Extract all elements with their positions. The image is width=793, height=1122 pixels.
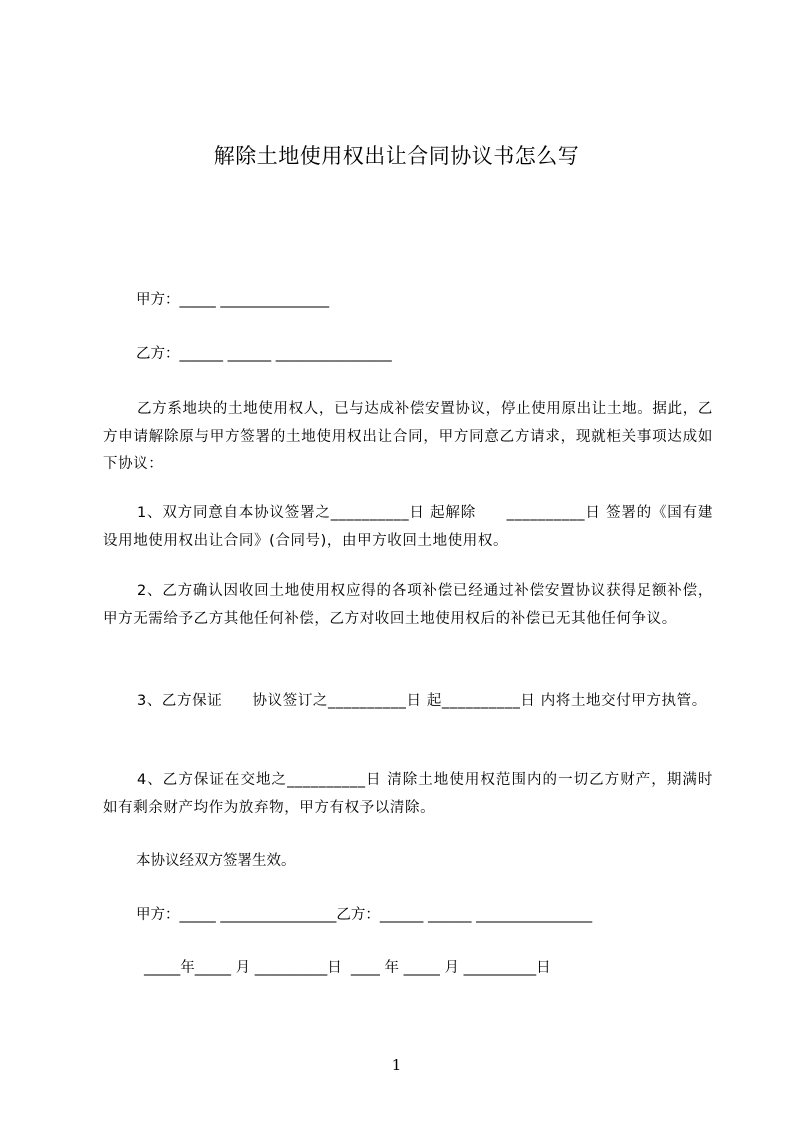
clause-1: 1、双方同意自本协议签署之__________日 起解除 __________日 签署的《国有建设用地使用权出让合同》(合同号)，由甲方收回土地使用权。 xyxy=(103,505,713,549)
clause-3: 3、乙方保证 协议签订之__________日 起__________日 内将土地交付甲方执管。 xyxy=(137,693,707,709)
party-a-line: 甲方：_____ _______________ xyxy=(136,292,330,308)
signature-line: 甲方：_____ ________________乙方：______ ______ ________________ xyxy=(136,907,593,923)
date-line: _____年_____ 月 __________日 ____ 年 _____ 月 __________日 xyxy=(144,960,551,976)
document-title: 解除土地使用权出让合同协议书怎么写 xyxy=(213,144,580,168)
intro-paragraph: 乙方系地块的土地使用权人，已与达成补偿安置协议，停止使用原出让土地。据此，乙方申请解除原与甲方签署的土地使用权出让合同，甲方同意乙方请求，现就柜关事项达成如下协议： xyxy=(103,401,713,472)
clause-4: 4、乙方保证在交地之__________日 清除土地使用权范围内的一切乙方财产，期满时如有剩余财产均作为放弃物，甲方有权予以清除。 xyxy=(103,772,713,816)
effective-statement: 本协议经双方签署生效。 xyxy=(136,853,296,869)
page-number: 1 xyxy=(391,1056,402,1074)
clause-2: 2、乙方确认因收回土地使用权应得的各项补偿已经通过补偿安置协议获得足额补偿，甲方无需给予乙方其他任何补偿，乙方对收回土地使用权后的补偿已无其他任何争议。 xyxy=(103,583,713,627)
party-b-line: 乙方：______ ______ ________________ xyxy=(136,346,392,362)
